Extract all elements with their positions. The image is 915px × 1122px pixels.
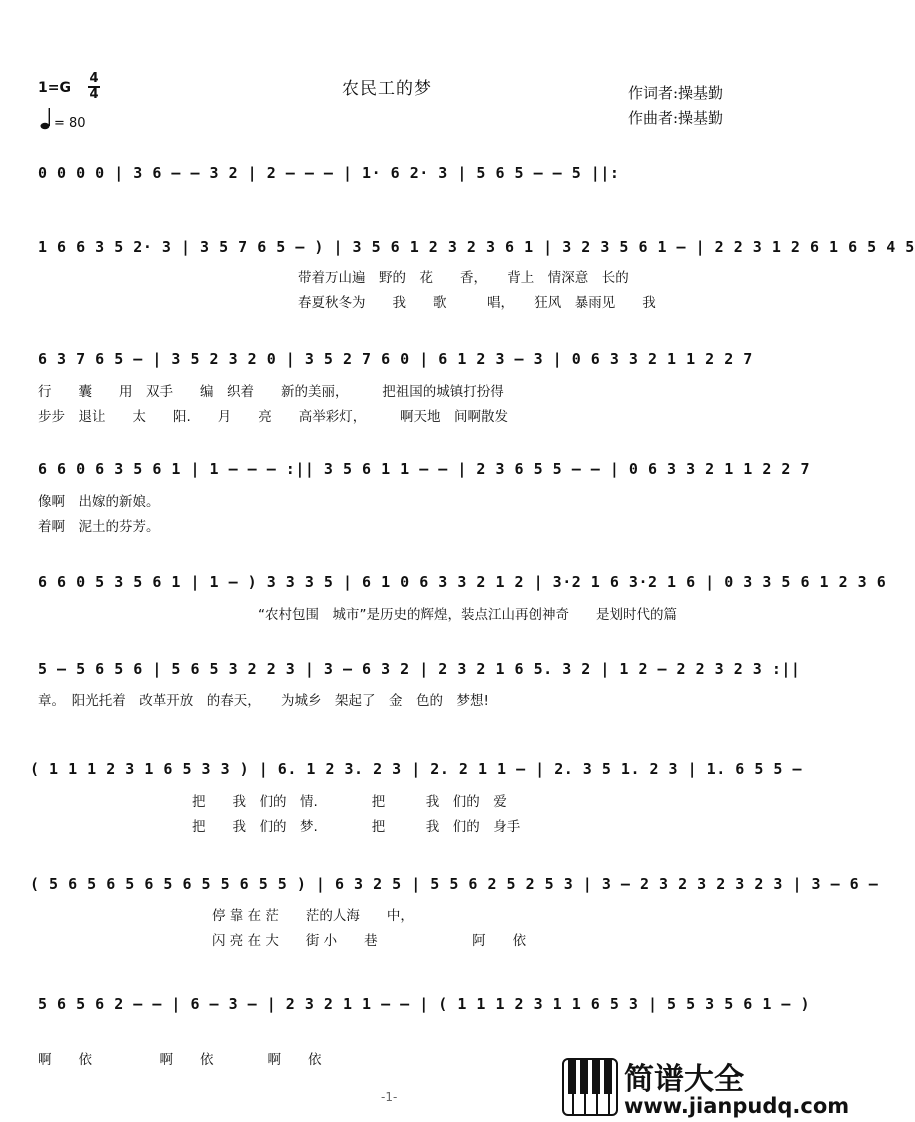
composer-credit: 作曲者:操基勤 [628, 109, 724, 127]
lyricist-credit: 作词者:操基勤 [628, 84, 724, 102]
time-signature-bottom: 4 [89, 87, 99, 102]
notation-system-8: ( 5 6 5 6 5 6 5 6 5 5 6 5 5 ) | 6 3 2 5 | 5 5 6 2 5 2 5 3 | 3 – 2 3 2 3 2 3 2 3 | 3 – 6 – [30, 875, 879, 893]
notation-system-4: 6 6 0 6 3 5 6 1 | 1 – – – :|| 3 5 6 1 1 – – | 2 3 6 5 5 – – | 0 6 3 3 2 1 1 2 2 7 [38, 460, 810, 478]
site-logo-url: www.jianpudq.com [624, 1094, 850, 1118]
lyric-line-7-verse-1: 把 我 们的 情. 把 我 们的 爱 [192, 794, 507, 810]
lyric-line-7-verse-2: 把 我 们的 梦. 把 我 们的 身手 [192, 819, 521, 835]
site-logo-text: 简谱大全 [624, 1062, 744, 1097]
quarter-note-icon [40, 106, 52, 134]
song-title: 农民工的梦 [342, 79, 432, 99]
lyric-line-8-verse-2: 闪 亮 在 大 街 小 巷 阿 依 [212, 933, 527, 949]
notation-system-6: 5 – 5 6 5 6 | 5 6 5 3 2 2 3 | 3 – 6 3 2 | 2 3 2 1 6 5. 3 2 | 1 2 – 2 2 3 2 3 :|| [38, 660, 801, 678]
lyric-line-8-verse-1: 停 靠 在 茫 茫的人海 中， [212, 908, 414, 924]
notation-system-1: 0 0 0 0 | 3 6 – – 3 2 | 2 – – – | 1· 6 2· 3 | 5 6 5 – – 5 ||: [38, 164, 620, 182]
lyric-line-4-verse-2: 着啊 泥土的芬芳。 [38, 519, 160, 535]
notation-system-7: ( 1 1 1 2 3 1 6 5 3 3 ) | 6. 1 2 3. 2 3 | 2. 2 1 1 – | 2. 3 5 1. 2 3 | 1. 6 5 5 – [30, 760, 802, 778]
lyric-line-2-verse-2: 春夏秋冬为 我 歌 唱， 狂风 暴雨见 我 [298, 295, 656, 311]
notation-system-5: 6 6 0 5 3 5 6 1 | 1 – ) 3 3 3 5 | 6 1 0 6 3 3 2 1 2 | 3·2 1 6 3·2 1 6 | 0 3 3 5 6 1 2 3 6 [38, 573, 887, 591]
lyric-line-2-verse-1: 带着万山遍 野的 花 香， 背上 情深意 长的 [298, 270, 629, 286]
notation-system-2: 1 6 6 3 5 2· 3 | 3 5 7 6 5 – ) | 3 5 6 1 2 3 2 3 6 1 | 3 2 3 5 6 1 – | 2 2 3 1 2 6 1 6 5 4 5 [38, 238, 915, 256]
tempo-marking: = 80 [54, 116, 86, 131]
time-signature-top: 4 [89, 71, 99, 86]
lyric-line-4-verse-1: 像啊 出嫁的新娘。 [38, 494, 160, 510]
notation-system-9: 5 6 5 6 2 – – | 6 – 3 – | 2 3 2 1 1 – – | ( 1 1 1 2 3 1 1 6 5 3 | 5 5 3 5 6 1 – ) [38, 995, 810, 1013]
page-number: -1- [381, 1090, 398, 1104]
lyric-line-3-verse-2: 步步 退让 太 阳. 月 亮 高举彩灯， 啊天地 间啊散发 [38, 409, 509, 425]
lyric-line-3-verse-1: 行 囊 用 双手 编 织着 新的美丽， 把祖国的城镇打扮得 [38, 384, 504, 400]
lyric-line-5: “农村包围 城市”是历史的辉煌，装点江山再创神奇 是划时代的篇 [258, 607, 677, 623]
key-signature: 1=G [38, 80, 71, 96]
piano-keys-icon [562, 1058, 618, 1120]
lyric-line-9: 啊 依 啊 依 啊 依 [38, 1052, 322, 1068]
lyric-line-6: 章。 阳光托着 改革开放 的春天， 为城乡 架起了 金 色的 梦想! [38, 693, 489, 709]
notation-system-3: 6 3 7 6 5 – | 3 5 2 3 2 0 | 3 5 2 7 6 0 | 6 1 2 3 – 3 | 0 6 3 3 2 1 1 2 2 7 [38, 350, 753, 368]
